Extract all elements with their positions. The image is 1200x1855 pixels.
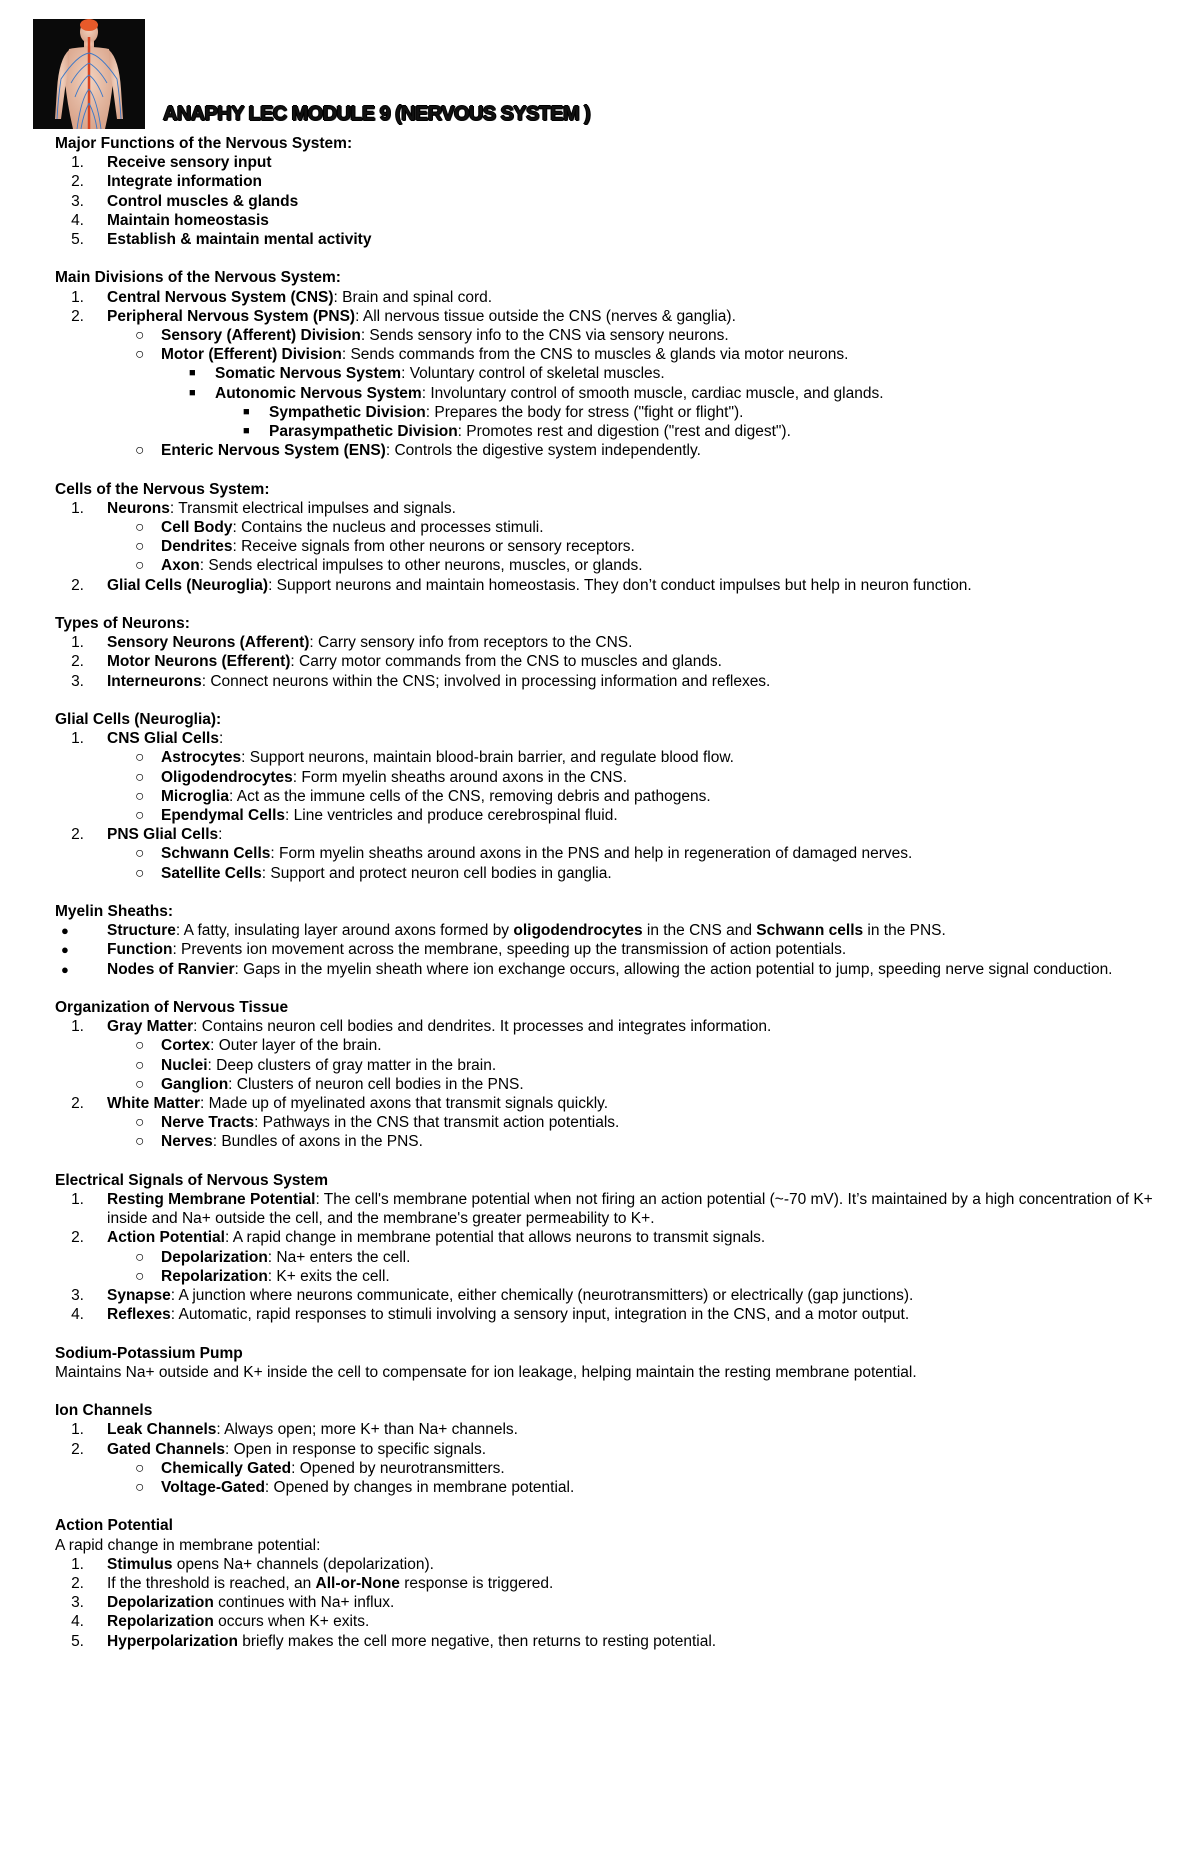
list-marker: 2.	[71, 173, 84, 191]
term-label: Glial Cells (Neuroglia)	[107, 576, 269, 594]
list-item	[55, 1190, 1155, 1228]
section-spacer	[55, 1497, 1175, 1516]
term-label: Stimulus	[107, 1555, 173, 1573]
section-paragraph: A rapid change in membrane potential:	[55, 1536, 321, 1554]
item-text: occurs when K+ exits.	[213, 1613, 370, 1631]
list-marker: ○	[135, 1056, 145, 1074]
term-label: CNS Glial Cells	[107, 730, 219, 748]
list-item	[55, 403, 1175, 422]
item-text: : Clusters of neuron cell bodies in the PNS.	[228, 1075, 524, 1093]
item-text: : Brain and spinal cord.	[333, 288, 493, 306]
list-item	[55, 441, 1175, 460]
term-label: Nuclei	[161, 1056, 208, 1074]
list-marker: ○	[135, 1479, 145, 1497]
term-label: Peripheral Nervous System (PNS)	[107, 307, 356, 325]
term-label: Depolarization	[161, 1248, 268, 1266]
term-label: Ganglion	[161, 1075, 229, 1093]
term-label: Repolarization	[107, 1613, 214, 1631]
item-text: : Form myelin sheaths around axons in the CNS.	[292, 768, 628, 786]
list-marker: 1.	[71, 730, 84, 748]
item-text: : Carry sensory info from receptors to the CNS.	[309, 634, 633, 652]
item-text: : Always open; more K+ than Na+ channels.	[216, 1421, 518, 1439]
term-label: Cortex	[161, 1037, 211, 1055]
list-marker: 4.	[71, 1613, 84, 1631]
list-marker: ■	[189, 367, 196, 380]
list-item	[55, 537, 1175, 556]
term-label: Microglia	[161, 787, 230, 805]
term-label: Motor Neurons (Efferent)	[107, 653, 291, 671]
list-item	[55, 825, 1175, 844]
list-item	[55, 729, 1175, 748]
list-item	[55, 153, 1175, 172]
term-label: Structure	[107, 922, 176, 940]
list-marker: 1.	[71, 1018, 84, 1036]
term-label: Control muscles & glands	[107, 192, 299, 210]
item-text: : Involuntary control of smooth muscle, cardiac muscle, and glands.	[421, 384, 884, 402]
term-label: Sensory Neurons (Afferent)	[107, 634, 310, 652]
list-item	[55, 768, 1175, 787]
section	[55, 268, 1175, 460]
item-text: opens Na+ channels (depolarization).	[172, 1555, 434, 1573]
list-item	[55, 1440, 1175, 1459]
list-item	[55, 345, 1175, 364]
list-marker: 2.	[71, 1440, 84, 1458]
list-item	[55, 1113, 1175, 1132]
section-heading: Cells of the Nervous System:	[55, 480, 270, 498]
list-marker: 5.	[71, 1632, 84, 1650]
list-item	[55, 960, 1155, 979]
list-marker: 1.	[71, 499, 84, 517]
list-marker: ○	[135, 1037, 145, 1055]
list-marker: ○	[135, 538, 145, 556]
list-marker: 3.	[71, 1594, 84, 1612]
section-heading: Organization of Nervous Tissue	[55, 999, 289, 1017]
list-marker: 3.	[71, 672, 84, 690]
item-text: in the CNS and	[642, 922, 757, 940]
term-label: Dendrites	[161, 538, 233, 556]
section-paragraph: Maintains Na+ outside and K+ inside the cell to compensate for ion leakage, helping maintain the resting membrane potential.	[55, 1363, 917, 1381]
nervous-system-figure-image	[33, 19, 145, 129]
section-heading: Myelin Sheaths:	[55, 903, 173, 921]
section	[55, 480, 1175, 595]
term-label: Resting Membrane Potential	[107, 1191, 316, 1209]
list-marker: 5.	[71, 231, 84, 249]
term-label: Ependymal Cells	[161, 807, 286, 825]
section-heading: Types of Neurons:	[55, 615, 190, 633]
list-marker: 2.	[71, 1229, 84, 1247]
section-spacer	[55, 883, 1175, 902]
list-marker: 2.	[71, 576, 84, 594]
term-label: Sympathetic Division	[269, 403, 426, 421]
list-item	[55, 1632, 1175, 1651]
list-item	[55, 1478, 1175, 1497]
list-marker: ○	[135, 768, 145, 786]
term-label: Integrate information	[107, 173, 263, 191]
list-marker: 4.	[71, 211, 84, 229]
list-item	[55, 1056, 1175, 1075]
list-item	[55, 1248, 1175, 1267]
term-label: Receive sensory input	[107, 154, 272, 172]
list-item	[55, 499, 1175, 518]
list-item	[55, 787, 1175, 806]
term-label: Hyperpolarization	[107, 1632, 238, 1650]
list-marker: ○	[135, 1133, 145, 1151]
section-spacer	[55, 249, 1175, 268]
list-item	[55, 844, 1175, 863]
list-item	[55, 748, 1175, 767]
section	[55, 1516, 1175, 1650]
item-text: : Outer layer of the brain.	[210, 1037, 382, 1055]
list-marker: ○	[135, 807, 145, 825]
term-label: Nerve Tracts	[161, 1114, 255, 1132]
item-text: :	[218, 826, 223, 844]
term-label: oligodendrocytes	[513, 922, 643, 940]
item-text: : Voluntary control of skeletal muscles.	[401, 365, 665, 383]
list-marker: 2.	[71, 826, 84, 844]
list-item	[55, 940, 1175, 959]
term-label: Enteric Nervous System (ENS)	[161, 442, 386, 460]
section	[55, 1171, 1175, 1325]
list-marker: ○	[135, 1267, 145, 1285]
list-item	[55, 1075, 1175, 1094]
term-label: Depolarization	[107, 1594, 214, 1612]
list-item	[55, 1036, 1175, 1055]
item-text: : Contains the nucleus and processes stimuli.	[232, 519, 544, 537]
item-text: : Sends sensory info to the CNS via sensory neurons.	[360, 327, 729, 345]
list-marker: ○	[135, 1459, 145, 1477]
list-item	[55, 230, 1175, 249]
item-text: : Prepares the body for stress ("fight or flight").	[425, 403, 744, 421]
list-item	[55, 384, 1175, 403]
term-label: Parasympathetic Division	[269, 423, 458, 441]
term-label: Action Potential	[107, 1229, 225, 1247]
term-label: Sensory (Afferent) Division	[161, 327, 361, 345]
term-label: Reflexes	[107, 1306, 171, 1324]
list-marker: 4.	[71, 1306, 84, 1324]
list-item	[55, 364, 1175, 383]
list-item	[55, 1267, 1175, 1286]
term-label: Maintain homeostasis	[107, 211, 269, 229]
section-spacer	[55, 460, 1175, 479]
list-item	[55, 1612, 1175, 1631]
list-marker: 3.	[71, 1287, 84, 1305]
section	[55, 1401, 1175, 1497]
item-text: continues with Na+ influx.	[213, 1594, 395, 1612]
item-text: : Form myelin sheaths around axons in the PNS and help in regeneration of damaged nerves.	[270, 845, 913, 863]
list-item	[55, 576, 1175, 595]
term-label: Gray Matter	[107, 1018, 194, 1036]
document-title: ANAPHY LEC MODULE 9 (NERVOUS SYSTEM )	[163, 103, 591, 125]
term-label: PNS Glial Cells	[107, 826, 219, 844]
section	[55, 614, 1175, 691]
document-body	[55, 134, 1175, 1651]
item-text: : Made up of myelinated axons that transmit signals quickly.	[200, 1095, 609, 1113]
section	[55, 902, 1175, 979]
list-item	[55, 1094, 1175, 1113]
item-text: : Gaps in the myelin sheath where ion exchange occurs, allowing the action potential to jump, speeding nerve signal conduction.	[234, 960, 1113, 978]
list-item	[55, 806, 1175, 825]
list-item	[55, 192, 1175, 211]
item-text: : A rapid change in membrane potential that allows neurons to transmit signals.	[224, 1229, 766, 1247]
item-text: : Carry motor commands from the CNS to muscles and glands.	[290, 653, 722, 671]
section-heading: Electrical Signals of Nervous System	[55, 1171, 329, 1189]
list-marker: ○	[135, 346, 145, 364]
section-heading: Main Divisions of the Nervous System:	[55, 269, 341, 287]
section-spacer	[55, 1382, 1175, 1401]
item-text: : Automatic, rapid responses to stimuli involving a sensory input, integration in the CNS, and a motor output.	[170, 1306, 910, 1324]
list-item	[55, 672, 1175, 691]
section	[55, 710, 1175, 883]
term-label: All-or-None	[315, 1575, 400, 1593]
item-text: : Bundles of axons in the PNS.	[212, 1133, 423, 1151]
term-label: Function	[107, 941, 173, 959]
term-label: White Matter	[107, 1095, 200, 1113]
item-text: response is triggered.	[399, 1575, 554, 1593]
item-text: : Receive signals from other neurons or sensory receptors.	[232, 538, 635, 556]
list-item	[55, 633, 1175, 652]
section	[55, 1344, 1175, 1382]
section	[55, 998, 1175, 1152]
item-text: : Prevents ion movement across the membrane, speeding up the transmission of action potentials.	[172, 941, 847, 959]
list-marker: 1.	[71, 288, 84, 306]
list-item	[55, 1555, 1175, 1574]
list-marker: ■	[243, 425, 250, 438]
list-marker: ○	[135, 442, 145, 460]
list-marker: 1.	[71, 1191, 84, 1209]
term-label: Neurons	[107, 499, 170, 517]
item-text: : Opened by changes in membrane potential.	[264, 1479, 575, 1497]
list-item	[55, 921, 1175, 940]
list-marker: ○	[135, 327, 145, 345]
list-marker: ■	[189, 386, 196, 399]
list-marker: ○	[135, 557, 145, 575]
section-heading: Glial Cells (Neuroglia):	[55, 711, 222, 729]
item-text: : Transmit electrical impulses and signals.	[169, 499, 456, 517]
list-marker: ○	[135, 519, 145, 537]
item-text: in the PNS.	[863, 922, 946, 940]
list-item	[55, 652, 1175, 671]
term-label: Axon	[161, 557, 200, 575]
item-text: : Support neurons, maintain blood-brain barrier, and regulate blood flow.	[241, 749, 734, 767]
term-label: Voltage-Gated	[161, 1479, 265, 1497]
list-item	[55, 307, 1175, 326]
list-item	[55, 1228, 1175, 1247]
list-item	[55, 518, 1175, 537]
term-label: Interneurons	[107, 672, 202, 690]
list-item	[55, 556, 1175, 575]
list-marker: 3.	[71, 192, 84, 210]
term-label: Motor (Efferent) Division	[161, 346, 342, 364]
term-label: Gated Channels	[107, 1440, 225, 1458]
section-spacer	[55, 691, 1175, 710]
section-spacer	[55, 1324, 1175, 1343]
term-label: Autonomic Nervous System	[215, 384, 422, 402]
list-item	[55, 864, 1175, 883]
list-item	[55, 422, 1175, 441]
list-item	[55, 172, 1175, 191]
item-text: : Opened by neurotransmitters.	[291, 1459, 505, 1477]
list-marker: ○	[135, 864, 145, 882]
list-marker: ●	[61, 961, 69, 977]
list-marker: ○	[135, 787, 145, 805]
section-spacer	[55, 1152, 1175, 1171]
list-marker: ○	[135, 749, 145, 767]
term-label: Oligodendrocytes	[161, 768, 293, 786]
section-heading: Ion Channels	[55, 1402, 153, 1420]
item-text: : Sends electrical impulses to other neurons, muscles, or glands.	[199, 557, 643, 575]
term-label: Somatic Nervous System	[215, 365, 402, 383]
item-text: briefly makes the cell more negative, then returns to resting potential.	[237, 1632, 717, 1650]
list-marker: 2.	[71, 653, 84, 671]
item-text: : A junction where neurons communicate, either chemically (neurotransmitters) or electrically (gap junctions).	[170, 1287, 914, 1305]
item-text: :	[218, 730, 224, 748]
term-label: Schwann cells	[756, 922, 864, 940]
list-marker: ○	[135, 1248, 145, 1266]
list-marker: ●	[61, 942, 69, 958]
term-label: Cell Body	[161, 519, 233, 537]
item-text: : The cell's membrane potential when not firing an action potential (~-70 mV). It’s maintained by a high concentration of K+ inside and Na+ outside the cell, and the membrane's greater permeability to K+.	[107, 1191, 1153, 1228]
list-marker: 2.	[71, 1095, 84, 1113]
list-item	[55, 1132, 1175, 1151]
item-text: : Support and protect neuron cell bodies in ganglia.	[261, 864, 612, 882]
item-text: : Support neurons and maintain homeostasis. They don’t conduct impulses but help in neuron function.	[268, 576, 972, 594]
item-text: : A fatty, insulating layer around axons formed by	[175, 922, 514, 940]
term-label: Nerves	[161, 1133, 213, 1151]
term-label: Establish & maintain mental activity	[107, 231, 372, 249]
item-text: : Promotes rest and digestion ("rest and digest").	[457, 423, 791, 441]
list-item	[55, 1420, 1175, 1439]
list-marker: ■	[243, 405, 250, 418]
list-marker: 1.	[71, 1555, 84, 1573]
item-text: : Connect neurons within the CNS; involved in processing information and reflexes.	[201, 672, 771, 690]
list-marker: 1.	[71, 634, 84, 652]
item-text: : Na+ enters the cell.	[267, 1248, 411, 1266]
item-text: : Act as the immune cells of the CNS, removing debris and pathogens.	[229, 787, 711, 805]
term-label: Synapse	[107, 1287, 171, 1305]
term-label: Chemically Gated	[161, 1459, 292, 1477]
term-label: Leak Channels	[107, 1421, 217, 1439]
list-marker: ○	[135, 1075, 145, 1093]
item-text: : Contains neuron cell bodies and dendrites. It processes and integrates information.	[193, 1018, 772, 1036]
term-label: Central Nervous System (CNS)	[107, 288, 334, 306]
item-text: : Line ventricles and produce cerebrospinal fluid.	[285, 807, 618, 825]
item-text: : All nervous tissue outside the CNS (nerves & ganglia).	[355, 307, 736, 325]
term-label: Schwann Cells	[161, 845, 271, 863]
section-heading: Major Functions of the Nervous System:	[55, 135, 353, 152]
list-item	[55, 1017, 1175, 1036]
section	[55, 134, 1175, 249]
item-text: If the threshold is reached, an	[107, 1575, 316, 1593]
section-heading: Sodium-Potassium Pump	[55, 1344, 243, 1362]
list-marker: ●	[61, 923, 69, 939]
list-marker: 1.	[71, 154, 84, 172]
list-marker: ○	[135, 845, 145, 863]
section-heading: Action Potential	[55, 1517, 173, 1535]
item-text: : Controls the digestive system independently.	[385, 442, 701, 460]
section-spacer	[55, 979, 1175, 998]
term-label: Astrocytes	[161, 749, 242, 767]
list-item	[55, 288, 1175, 307]
list-item	[55, 1286, 1175, 1305]
term-label: Repolarization	[161, 1267, 268, 1285]
list-item	[55, 211, 1175, 230]
list-item	[55, 1574, 1175, 1593]
item-text: : Pathways in the CNS that transmit action potentials.	[254, 1114, 620, 1132]
term-label: Nodes of Ranvier	[107, 960, 235, 978]
list-item	[55, 1593, 1175, 1612]
list-marker: 1.	[71, 1421, 84, 1439]
list-item	[55, 1305, 1175, 1324]
list-item	[55, 1459, 1175, 1478]
list-marker: 2.	[71, 1575, 84, 1593]
item-text: : Open in response to specific signals.	[225, 1440, 487, 1458]
section-spacer	[55, 595, 1175, 614]
item-text: : Deep clusters of gray matter in the brain.	[207, 1056, 497, 1074]
item-text: : K+ exits the cell.	[267, 1267, 390, 1285]
list-marker: 2.	[71, 307, 84, 325]
term-label: Satellite Cells	[161, 864, 262, 882]
list-marker: ○	[135, 1114, 145, 1132]
list-item	[55, 326, 1175, 345]
item-text: : Sends commands from the CNS to muscles & glands via motor neurons.	[341, 346, 849, 364]
